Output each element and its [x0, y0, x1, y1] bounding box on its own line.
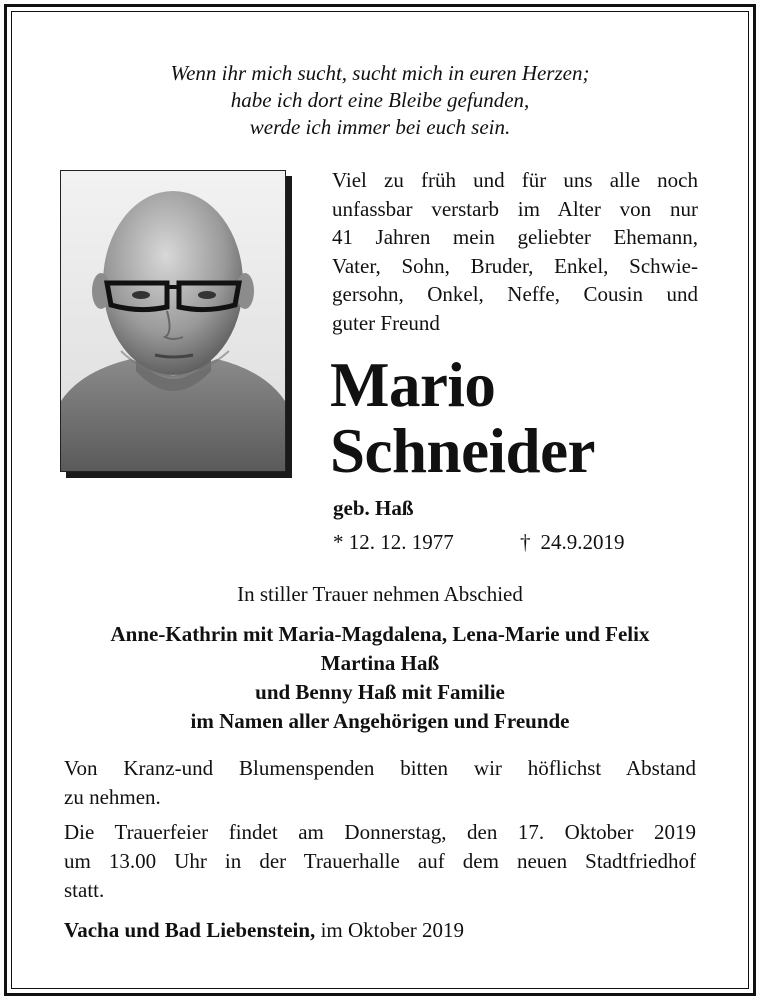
place-date-text: im Oktober 2019 [320, 918, 465, 942]
birth-date: * 12. 12. 1977 [333, 530, 454, 554]
funeral-notice [64, 818, 696, 905]
notice-line: statt. [64, 878, 105, 902]
place-location: Vacha und Bad Liebenstein, [64, 918, 316, 942]
intro-text [332, 166, 698, 338]
notice-line: zu nehmen. [64, 785, 161, 809]
mourner-line: und Benny Haß mit Familie [255, 680, 505, 704]
mourners-list [0, 620, 760, 736]
mourner-line: im Namen aller Angehörigen und Freunde [190, 709, 570, 733]
first-name: Mario [330, 350, 496, 420]
intro-line: Viel zu früh und für uns alle noch [332, 168, 698, 192]
poem-line: habe ich dort eine Bleibe gefunden, [230, 88, 530, 112]
notice-line: um 13.00 Uhr in der Trauerhalle auf dem neuen Stadtfriedhof [64, 849, 696, 873]
portrait-illustration [61, 171, 285, 471]
deceased-name [330, 352, 595, 484]
mourner-line: Anne-Kathrin mit Maria-Magdalena, Lena-Marie und Felix [110, 622, 650, 646]
notice-line: Die Trauerfeier findet am Donnerstag, den 17. Oktober 2019 [64, 820, 696, 844]
death-date-block [520, 530, 625, 555]
place-date [64, 918, 464, 943]
cross-icon: † [520, 530, 531, 554]
poem [0, 60, 760, 141]
mourner-line: Martina Haß [320, 651, 440, 675]
notice-line: Von Kranz-und Blumenspenden bitten wir höflichst Abstand [64, 756, 696, 780]
intro-line: 41 Jahren mein geliebter Ehemann, [332, 225, 698, 250]
intro-line: guter Freund [332, 310, 440, 335]
birth-name: geb. Haß [333, 496, 414, 520]
poem-line: Wenn ihr mich sucht, sucht mich in euren Herzen; [170, 61, 590, 85]
donation-notice [64, 754, 696, 812]
poem-line: werde ich immer bei euch sein. [249, 115, 511, 139]
last-name: Schneider [330, 416, 596, 486]
intro-line: Vater, Sohn, Bruder, Enkel, Schwie- [332, 253, 698, 278]
intro-line: unfassbar verstarb im Alter von nur [332, 196, 698, 221]
portrait-photo [60, 170, 286, 472]
farewell-line: In stiller Trauer nehmen Abschied [237, 582, 523, 606]
death-date: 24.9.2019 [540, 530, 625, 554]
intro-line: gersohn, Onkel, Neffe, Cousin und [332, 282, 698, 307]
